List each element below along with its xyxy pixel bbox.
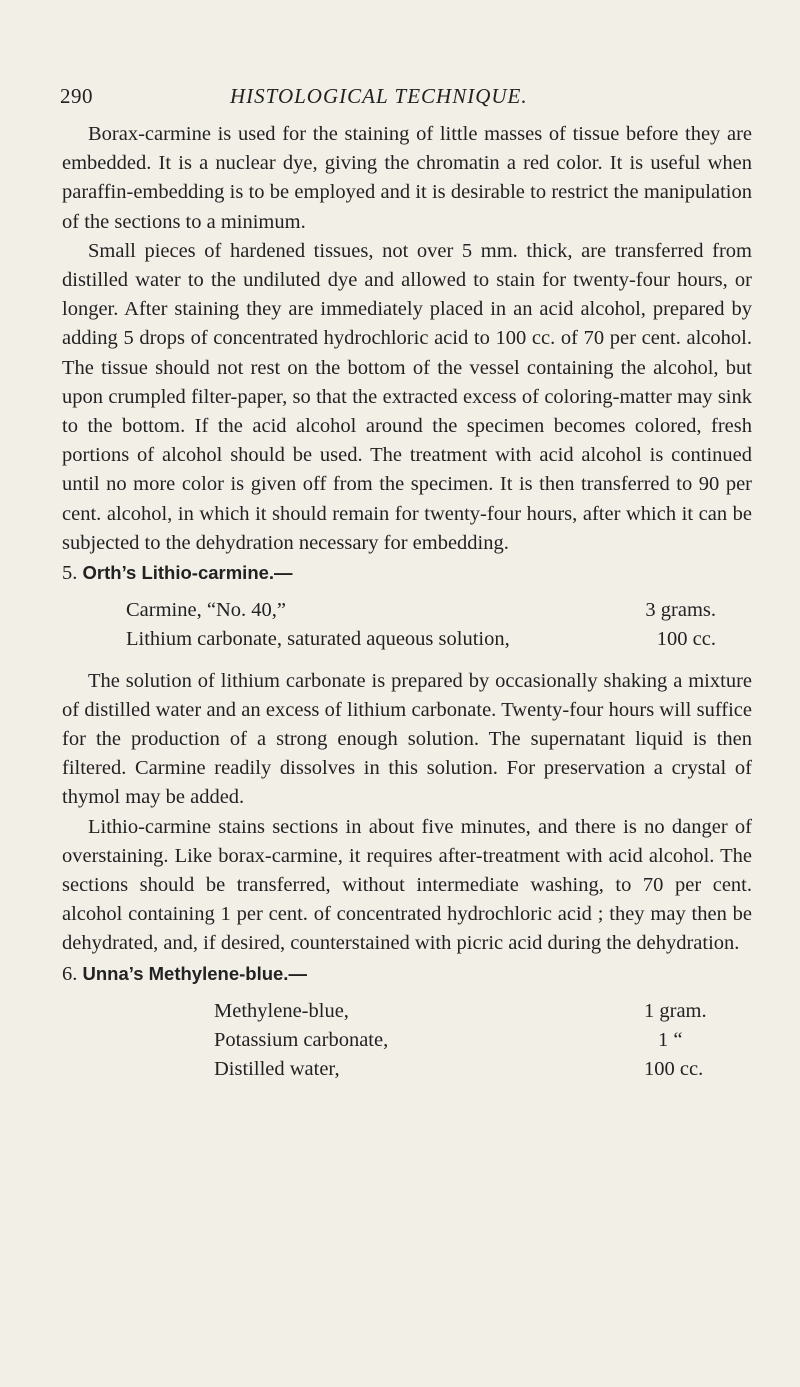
- formula-row: [126, 625, 716, 654]
- formula-amount: 1 “: [658, 1029, 683, 1052]
- section-heading-orth-lithio-carmine: [62, 558, 752, 588]
- formula-amount: 100 cc.: [644, 1058, 704, 1081]
- page-number: 290: [60, 84, 93, 108]
- formula-amount: 1 gram.: [644, 999, 707, 1022]
- formula-orth-lithio-carmine: [126, 596, 716, 654]
- section-number: 5.: [62, 562, 78, 585]
- paragraph-lithio-carmine-staining: Lithio-carmine stains sections in about five minutes, and there is no danger of overstaining. Like borax-carmine, it requires after-treatment with acid alcohol. The sections should be transferred, without intermediate washing, to 70 per cent. alcohol containing 1 per cent. of concentrated hydrochloric acid ; they may then be dehydrated, and, if desired, counterstained with picric acid during the dehydration.: [62, 815, 752, 955]
- paragraph-borax-carmine-method: Small pieces of hardened tissues, not over 5 mm. thick, are transferred from distilled water to the undiluted dye and allowed to stain for twenty-four hours, or longer. After staining they are immediately placed in an acid alcohol, prepared by adding 5 drops of concentrated hydrochloric acid to 100 cc. of 70 per cent. alcohol. The tissue should not rest on the bottom of the vessel containing the alcohol, but upon crumpled filter-paper, so that the extracted excess of coloring-matter may sink to the bottom. If the acid alcohol around the specimen becomes colored, fresh portions of alcohol should be used. The treatment with acid alcohol is continued until no more color is given off from the specimen. It is then transferred to 90 per cent. alcohol, in which it should remain for twenty-four hours, after which it can be subjected to the dehydration necessary for embedding.: [62, 239, 752, 554]
- formula-ingredient: Potassium carbonate,: [214, 1029, 389, 1052]
- page-header: [0, 84, 800, 124]
- section-title: Orth’s Lithio-carmine.—: [82, 562, 293, 584]
- paragraph-lithium-solution: The solution of lithium carbonate is prepared by occasionally shaking a mixture of distilled water and an excess of lithium carbonate. Twenty-four hours will suffice for the production of a strong enough solution. The supernatant liquid is then filtered. Carmine readily dissolves in this solution. For preservation a crystal of thymol may be added.: [62, 669, 752, 809]
- running-head: HISTOLOGICAL TECHNIQUE.: [230, 84, 528, 108]
- formula-ingredient: Carmine, “No. 40,”: [126, 599, 286, 622]
- section-title: Unna’s Methylene-blue.—: [82, 962, 307, 984]
- paragraph-borax-carmine-intro: Borax-carmine is used for the staining of little masses of tissue before they are embedded. It is a nuclear dye, giving the chromatin a red color. It is useful when paraffin-embedding is to be employed and it is desirable to restrict the manipulation of the sections to a minimum.: [62, 123, 752, 233]
- formula-ingredient: Lithium carbonate, saturated aqueous solution,: [126, 628, 510, 651]
- formula-ingredient: Distilled water,: [214, 1058, 340, 1081]
- section-heading-unna-methylene-blue: [62, 959, 752, 989]
- formula-amount: 3 grams.: [645, 599, 716, 622]
- formula-unna-methylene-blue: [214, 997, 754, 1085]
- formula-row: [214, 1026, 754, 1055]
- formula-row: [214, 997, 754, 1026]
- body-text: [62, 120, 752, 1097]
- formula-ingredient: Methylene-blue,: [214, 999, 349, 1022]
- section-number: 6.: [62, 962, 78, 985]
- formula-row: [214, 1055, 754, 1084]
- formula-row: [126, 596, 716, 625]
- formula-amount: 100 cc.: [656, 628, 716, 651]
